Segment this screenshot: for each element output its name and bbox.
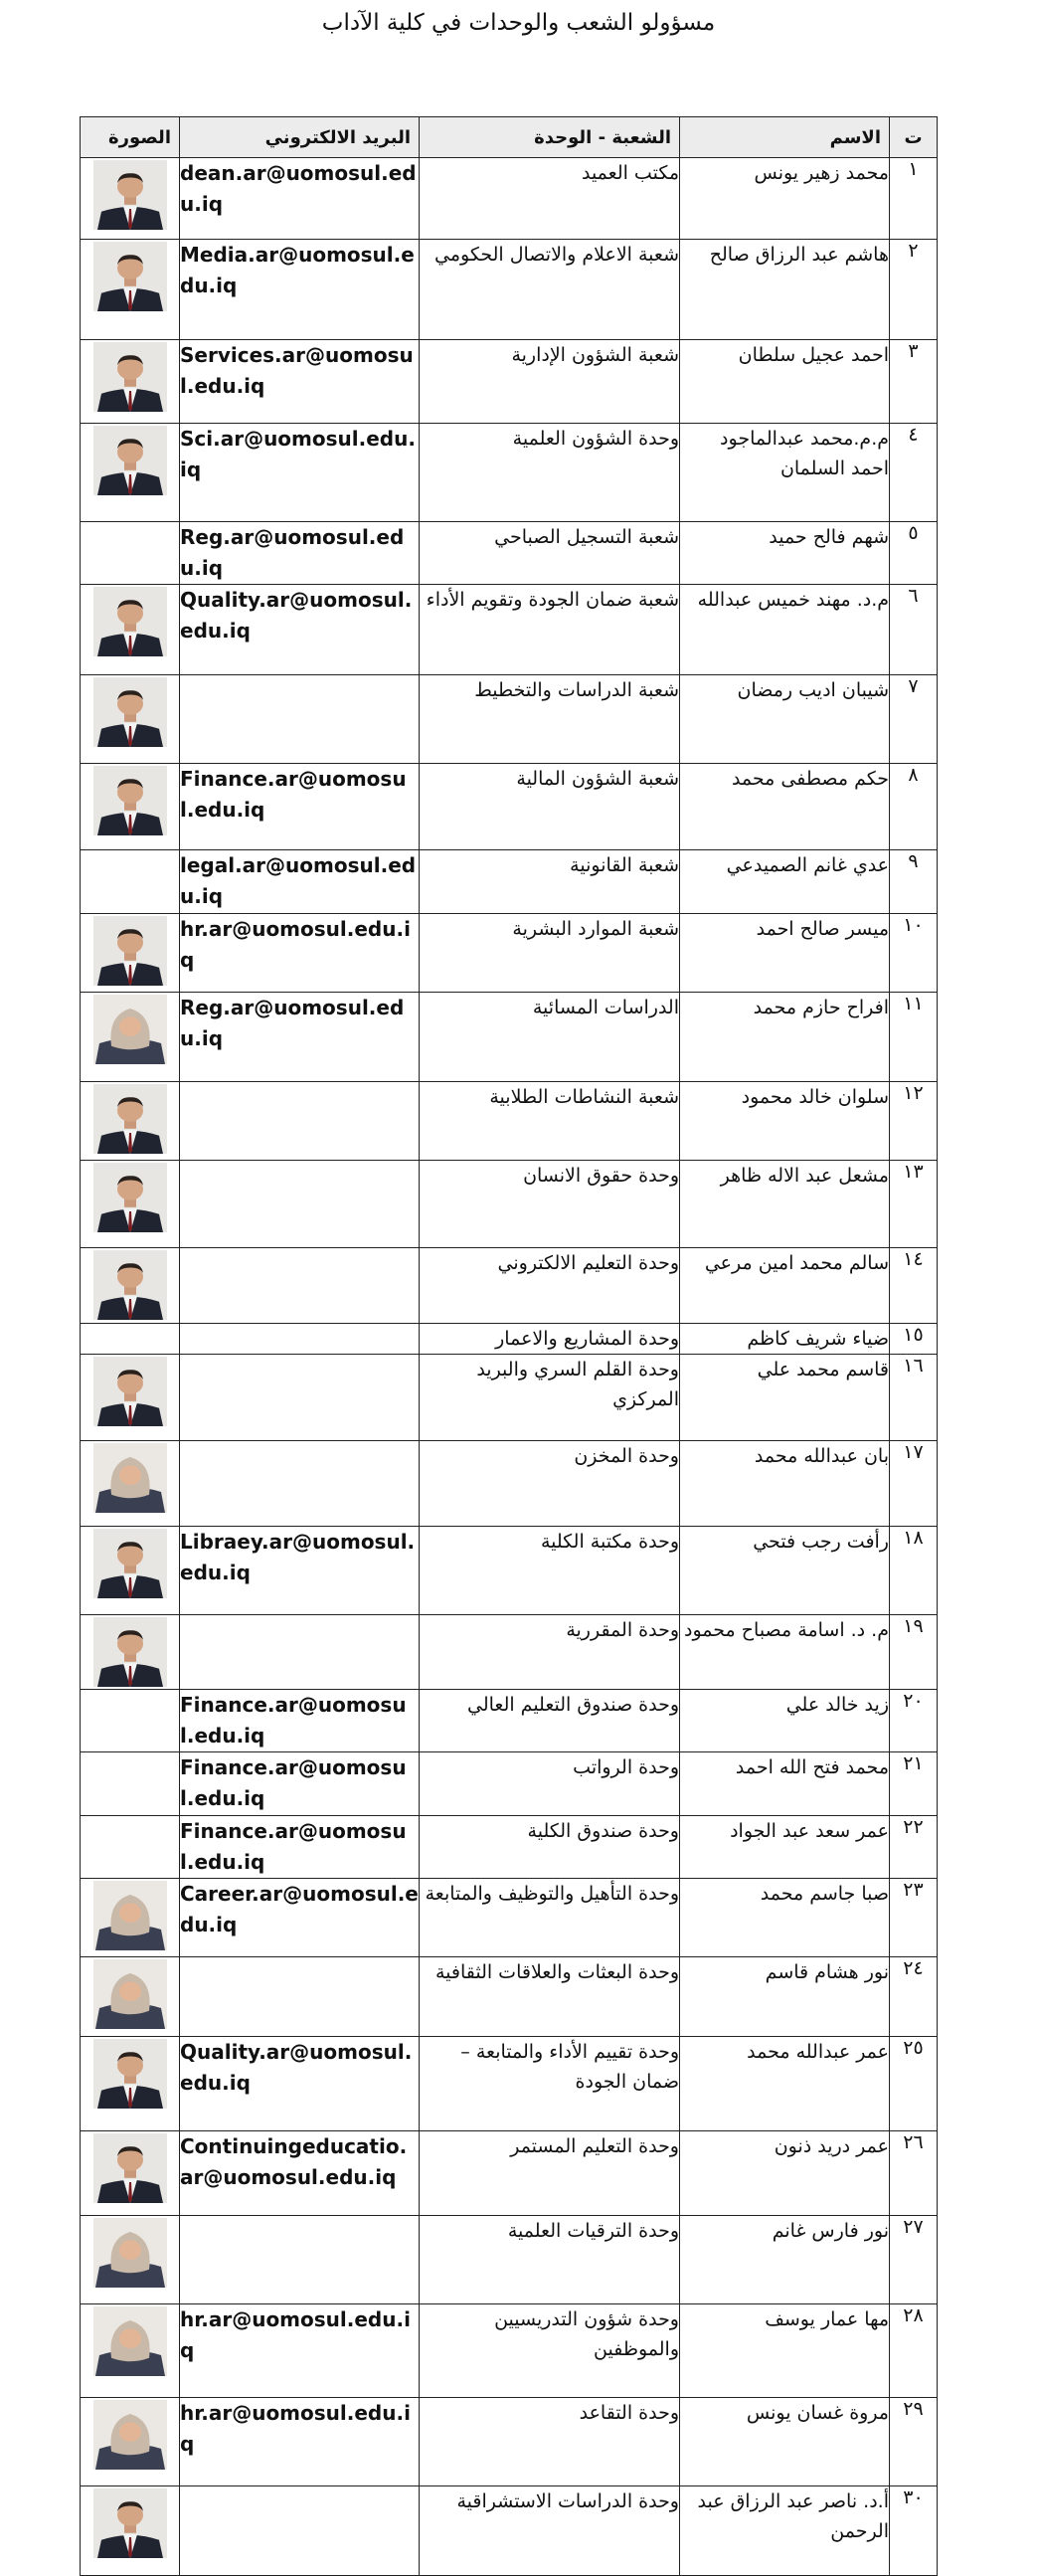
table-row (81, 675, 938, 764)
table-row (81, 914, 938, 993)
table-row (81, 1816, 938, 1879)
woman-hijab-photo (93, 1443, 167, 1513)
table-row (81, 340, 938, 424)
photo-cell (81, 424, 180, 522)
person-name: عمر دريد ذنون (680, 2131, 890, 2216)
table-row (81, 2216, 938, 2304)
unit-name: وحدة الدراسات الاستشراقية (420, 2486, 680, 2576)
email-address: dean.ar@uomosul.edu.iq (180, 158, 420, 240)
table-row (81, 158, 938, 240)
photo-cell (81, 1161, 180, 1248)
email-address (180, 1615, 420, 1690)
photo-cell (81, 1324, 180, 1355)
row-number: ٦ (890, 585, 938, 675)
row-number: ١٣ (890, 1161, 938, 1248)
photo-cell (81, 993, 180, 1082)
header-unit: الشعبة - الوحدة (420, 117, 680, 158)
table-row (81, 1441, 938, 1527)
unit-name: شعبة القانونية (420, 850, 680, 914)
unit-name: مكتب العميد (420, 158, 680, 240)
man-suit-photo (93, 2039, 167, 2109)
person-name: افراح حازم محمد (680, 993, 890, 1082)
table-row (81, 993, 938, 1082)
unit-name: وحدة صندوق التعليم العالي (420, 1690, 680, 1752)
email-address (180, 2486, 420, 2576)
photo-cell (81, 675, 180, 764)
person-name: سالم محمد امين مرعي (680, 1248, 890, 1324)
unit-name: شعبة الدراسات والتخطيط (420, 675, 680, 764)
row-number: ١٨ (890, 1527, 938, 1615)
man-suit-photo (93, 1250, 167, 1320)
unit-name: شعبة النشاطات الطلابية (420, 1082, 680, 1161)
table-row (81, 1879, 938, 1957)
photo-cell (81, 764, 180, 850)
person-name: م.د. مهند خميس عبدالله (680, 585, 890, 675)
unit-name: وحدة الترقيات العلمية (420, 2216, 680, 2304)
email-address: Media.ar@uomosul.edu.iq (180, 240, 420, 340)
photo-cell (81, 2216, 180, 2304)
row-number: ١٥ (890, 1324, 938, 1355)
person-name: ضياء شريف كاظم (680, 1324, 890, 1355)
row-number: ٢٩ (890, 2398, 938, 2486)
table-row (81, 1248, 938, 1324)
email-address: Sci.ar@uomosul.edu.iq (180, 424, 420, 522)
photo-cell (81, 158, 180, 240)
photo-cell (81, 1690, 180, 1752)
email-address: Continuingeducatio.ar@uomosul.edu.iq (180, 2131, 420, 2216)
person-name: أ.د. ناصر عبد الرزاق عبد الرحمن (680, 2486, 890, 2576)
table-row (81, 2037, 938, 2131)
unit-name: وحدة المخزن (420, 1441, 680, 1527)
person-name: محمد زهير يونس (680, 158, 890, 240)
officials-table (80, 116, 938, 2576)
table-row (81, 1527, 938, 1615)
header-email: البريد الالكتروني (180, 117, 420, 158)
unit-name: شعبة التسجيل الصباحي (420, 522, 680, 585)
email-address: Services.ar@uomosul.edu.iq (180, 340, 420, 424)
photo-cell (81, 1879, 180, 1957)
unit-name: وحدة المشاريع والاعمار (420, 1324, 680, 1355)
person-name: صبا جاسم محمد (680, 1879, 890, 1957)
photo-cell (81, 1752, 180, 1816)
page-title: مسؤولو الشعب والوحدات في كلية الآداب (321, 10, 716, 36)
table-row (81, 585, 938, 675)
person-name: مروة غسان يونس (680, 2398, 890, 2486)
row-number: ٢٤ (890, 1957, 938, 2037)
man-suit-photo (93, 1357, 167, 1426)
row-number: ٣ (890, 340, 938, 424)
email-address (180, 1248, 420, 1324)
unit-name: الدراسات المسائية (420, 993, 680, 1082)
unit-name: وحدة التعليم الالكتروني (420, 1248, 680, 1324)
person-name: نور هشام قاسم (680, 1957, 890, 2037)
email-address: Finance.ar@uomosul.edu.iq (180, 1816, 420, 1879)
table-row (81, 2304, 938, 2398)
woman-hijab-photo (93, 2306, 167, 2376)
email-address: Quality.ar@uomosul.edu.iq (180, 2037, 420, 2131)
row-number: ١٩ (890, 1615, 938, 1690)
photo-cell (81, 1082, 180, 1161)
email-address: hr.ar@uomosul.edu.iq (180, 914, 420, 993)
unit-name: وحدة شؤون التدريسيين والموظفين (420, 2304, 680, 2398)
person-name: عدي غانم الصميدعي (680, 850, 890, 914)
row-number: ٨ (890, 764, 938, 850)
unit-name: وحدة مكتبة الكلية (420, 1527, 680, 1615)
email-address: hr.ar@uomosul.edu.iq (180, 2304, 420, 2398)
row-number: ١٤ (890, 1248, 938, 1324)
photo-cell (81, 2486, 180, 2576)
man-suit-photo (93, 766, 167, 835)
table-header-row (81, 117, 938, 158)
row-number: ٧ (890, 675, 938, 764)
person-name: رأفت رجب فتحي (680, 1527, 890, 1615)
man-suit-photo (93, 242, 167, 311)
person-name: شهم فالح حميد (680, 522, 890, 585)
photo-cell (81, 1615, 180, 1690)
email-address (180, 1957, 420, 2037)
unit-name: شعبة ضمان الجودة وتقويم الأداء (420, 585, 680, 675)
man-suit-photo (93, 587, 167, 656)
person-name: زيد خالد علي (680, 1690, 890, 1752)
email-address (180, 1161, 420, 1248)
man-suit-photo (93, 1084, 167, 1154)
photo-cell (81, 2037, 180, 2131)
photo-cell (81, 850, 180, 914)
row-number: ٢٢ (890, 1816, 938, 1879)
person-name: نور فارس غانم (680, 2216, 890, 2304)
unit-name: وحدة التقاعد (420, 2398, 680, 2486)
row-number: ١ (890, 158, 938, 240)
unit-name: شعبة الشؤون المالية (420, 764, 680, 850)
email-address: Finance.ar@uomosul.edu.iq (180, 764, 420, 850)
row-number: ٢٧ (890, 2216, 938, 2304)
person-name: شيبان اديب رمضان (680, 675, 890, 764)
email-address: Finance.ar@uomosul.edu.iq (180, 1752, 420, 1816)
unit-name: وحدة صندوق الكلية (420, 1816, 680, 1879)
email-address (180, 1324, 420, 1355)
man-suit-photo (93, 2488, 167, 2558)
unit-name: وحدة حقوق الانسان (420, 1161, 680, 1248)
photo-cell (81, 1441, 180, 1527)
man-suit-photo (93, 426, 167, 495)
person-name: م.م.محمد عبدالماجود احمد السلمان (680, 424, 890, 522)
table-row (81, 2398, 938, 2486)
man-suit-photo (93, 342, 167, 412)
man-suit-photo (93, 677, 167, 747)
email-address (180, 1355, 420, 1441)
table-row (81, 764, 938, 850)
row-number: ٢٦ (890, 2131, 938, 2216)
row-number: ٢٣ (890, 1879, 938, 1957)
man-suit-photo (93, 916, 167, 986)
unit-name: وحدة المقررية (420, 1615, 680, 1690)
woman-hijab-photo (93, 995, 167, 1064)
email-address: Finance.ar@uomosul.edu.iq (180, 1690, 420, 1752)
row-number: ٢٠ (890, 1690, 938, 1752)
unit-name: وحدة القلم السري والبريد المركزي (420, 1355, 680, 1441)
email-address (180, 1082, 420, 1161)
person-name: سلوان خالد محمود (680, 1082, 890, 1161)
unit-name: شعبة الشؤون الإدارية (420, 340, 680, 424)
photo-cell (81, 914, 180, 993)
person-name: محمد فتح الله احمد (680, 1752, 890, 1816)
photo-cell (81, 340, 180, 424)
person-name: مها عمار يوسف (680, 2304, 890, 2398)
woman-hijab-photo (93, 2400, 167, 2470)
unit-name: وحدة البعثات والعلاقات الثقافية (420, 1957, 680, 2037)
table-row (81, 522, 938, 585)
row-number: ٩ (890, 850, 938, 914)
email-address (180, 675, 420, 764)
table-row (81, 1690, 938, 1752)
unit-name: وحدة الشؤون العلمية (420, 424, 680, 522)
email-address: hr.ar@uomosul.edu.iq (180, 2398, 420, 2486)
photo-cell (81, 240, 180, 340)
photo-cell (81, 2131, 180, 2216)
header-photo: الصورة (81, 117, 180, 158)
table-row (81, 2131, 938, 2216)
row-number: ١٢ (890, 1082, 938, 1161)
photo-cell (81, 1816, 180, 1879)
row-number: ٤ (890, 424, 938, 522)
photo-cell (81, 522, 180, 585)
man-suit-photo (93, 1163, 167, 1232)
row-number: ١٧ (890, 1441, 938, 1527)
email-address: legal.ar@uomosul.edu.iq (180, 850, 420, 914)
email-address: Quality.ar@uomosul.edu.iq (180, 585, 420, 675)
table-row (81, 1161, 938, 1248)
row-number: ١٦ (890, 1355, 938, 1441)
email-address: Reg.ar@uomosul.edu.iq (180, 993, 420, 1082)
person-name: مشعل عبد الاله ظاهر (680, 1161, 890, 1248)
header-name: الاسم (680, 117, 890, 158)
row-number: ١١ (890, 993, 938, 1082)
photo-cell (81, 1248, 180, 1324)
unit-name: وحدة الرواتب (420, 1752, 680, 1816)
table-body (81, 158, 938, 2576)
person-name: عمر سعد عبد الجواد (680, 1816, 890, 1879)
row-number: ٥ (890, 522, 938, 585)
photo-cell (81, 2398, 180, 2486)
email-address: Libraey.ar@uomosul.edu.iq (180, 1527, 420, 1615)
row-number: ٢١ (890, 1752, 938, 1816)
man-suit-photo (93, 2133, 167, 2203)
email-address (180, 1441, 420, 1527)
table-row (81, 1082, 938, 1161)
person-name: حكم مصطفى محمد (680, 764, 890, 850)
woman-hijab-photo (93, 2218, 167, 2288)
photo-cell (81, 585, 180, 675)
man-suit-photo (93, 1529, 167, 1598)
person-name: هاشم عبد الرزاق صالح (680, 240, 890, 340)
email-address: Career.ar@uomosul.edu.iq (180, 1879, 420, 1957)
email-address: Reg.ar@uomosul.edu.iq (180, 522, 420, 585)
row-number: ٢ (890, 240, 938, 340)
person-name: م. د. اسامة مصباح محمود (680, 1615, 890, 1690)
table-row (81, 424, 938, 522)
table-row (81, 1752, 938, 1816)
row-number: ٢٥ (890, 2037, 938, 2131)
person-name: قاسم محمد علي (680, 1355, 890, 1441)
photo-cell (81, 1355, 180, 1441)
table-row (81, 1355, 938, 1441)
person-name: ميسر صالح احمد (680, 914, 890, 993)
table-row (81, 1615, 938, 1690)
unit-name: شعبة الاعلام والاتصال الحكومي (420, 240, 680, 340)
row-number: ٢٨ (890, 2304, 938, 2398)
photo-cell (81, 1957, 180, 2037)
table-row (81, 850, 938, 914)
person-name: احمد عجيل سلطان (680, 340, 890, 424)
man-suit-photo (93, 160, 167, 230)
row-number: ٣٠ (890, 2486, 938, 2576)
table-row (81, 1324, 938, 1355)
table-row (81, 2486, 938, 2576)
photo-cell (81, 1527, 180, 1615)
unit-name: وحدة التأهيل والتوظيف والمتابعة (420, 1879, 680, 1957)
table-row (81, 1957, 938, 2037)
unit-name: شعبة الموارد البشرية (420, 914, 680, 993)
person-name: بان عبدالله محمد (680, 1441, 890, 1527)
email-address (180, 2216, 420, 2304)
photo-cell (81, 2304, 180, 2398)
header-number: ت (890, 117, 938, 158)
unit-name: وحدة التعليم المستمر (420, 2131, 680, 2216)
row-number: ١٠ (890, 914, 938, 993)
table-row (81, 240, 938, 340)
unit-name: وحدة تقييم الأداء والمتابعة – ضمان الجودة (420, 2037, 680, 2131)
person-name: عمر عبدالله محمد (680, 2037, 890, 2131)
woman-hijab-photo (93, 1959, 167, 2029)
man-suit-photo (93, 1617, 167, 1687)
woman-hijab-photo (93, 1881, 167, 1950)
